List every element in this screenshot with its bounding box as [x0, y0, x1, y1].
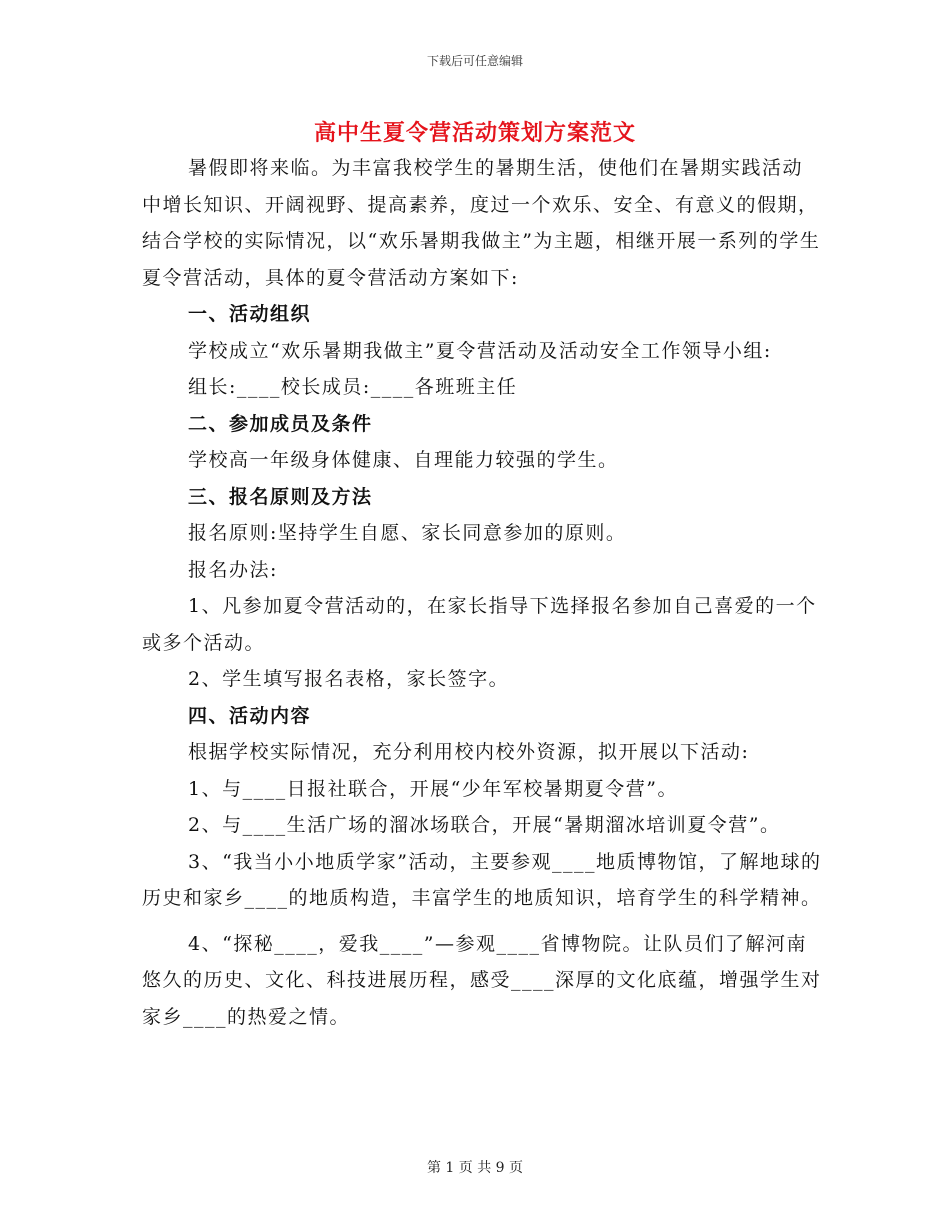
document-title: 高中生夏令营活动策划方案范文: [313, 120, 636, 146]
section-heading-participants: 二、参加成员及条件: [188, 412, 373, 435]
paragraph: 组长:____校长成员:____各班班主任: [188, 376, 518, 398]
document-body: [142, 150, 822, 1035]
list-item: 1、与____日报社联合，开展“少年军校暑期夏令营”。: [188, 777, 679, 800]
paragraph: 根据学校实际情况，充分利用校内校外资源，拟开展以下活动:: [188, 741, 750, 763]
paragraph: 报名原则:坚持学生自愿、家长同意参加的原则。: [188, 522, 627, 544]
list-item: 1、凡参加夏令营活动的，在家长指导下选择报名参加自己喜爱的一个或多个活动。: [142, 595, 817, 654]
page-header: 下载后可任意编辑: [426, 54, 523, 68]
paragraph: 报名办法:: [188, 558, 278, 581]
section-heading-organization: 一、活动组织: [188, 303, 312, 325]
list-item: 3、“我当小小地质学家”活动，主要参观____地质博物馆，了解地球的历史和家乡____的地质构造，丰富学生的地质知识，培育学生的科学精神。: [142, 850, 822, 909]
intro-paragraph: 暑假即将来临。为丰富我校学生的暑期生活，使他们在暑期实践活动中增长知识、开阔视野、提高素养，度过一个欢乐、安全、有意义的假期，结合学校的实际情况，以“欢乐暑期我做主”为主题，相继开展一系列的学生夏令营活动，具体的夏令营活动方案如下:: [142, 157, 821, 289]
list-item: 2、学生填写报名表格，家长签字。: [188, 668, 510, 690]
list-item: 4、“探秘____，爱我____”—参观____省博物院。让队员们了解河南悠久的历史、文化、科技进展历程，感受____深厚的文化底蕴，增强学生对家乡____的热爱之情。: [142, 932, 822, 1028]
page-number: 第 1 页 共 9 页: [426, 1160, 524, 1176]
list-item: 2、与____生活广场的溜冰场联合，开展“暑期溜冰培训夏令营”。: [188, 814, 781, 836]
section-heading-registration: 三、报名原则及方法: [188, 485, 373, 508]
section-heading-activities: 四、活动内容: [188, 704, 312, 727]
paragraph: 学校高一年级身体健康、自理能力较强的学生。: [188, 449, 619, 471]
paragraph: 学校成立“欢乐暑期我做主”夏令营活动及活动安全工作领导小组:: [188, 339, 772, 362]
